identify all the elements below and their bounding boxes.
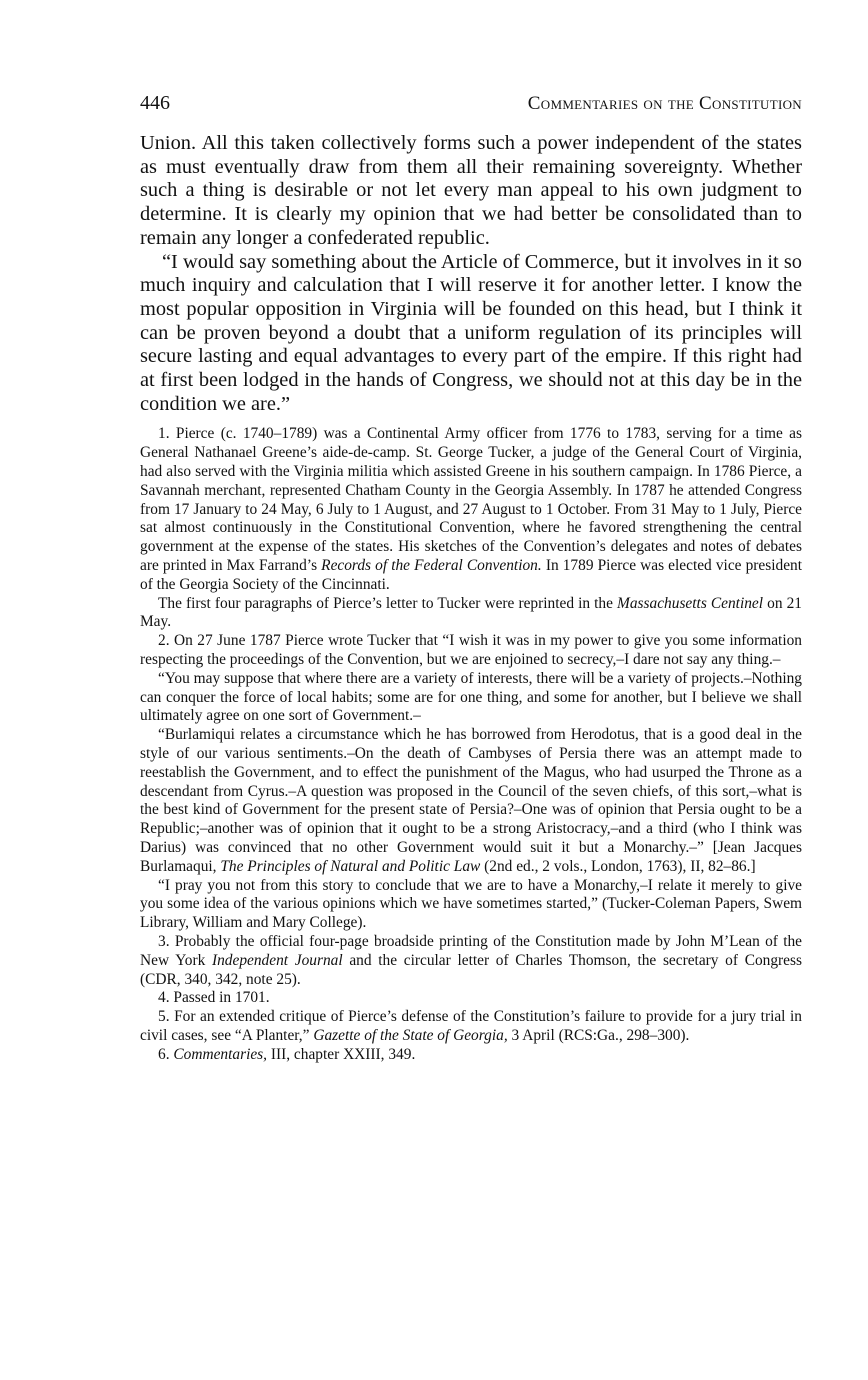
body-paragraph: “I would say something about the Article of Commerce, but it involves in it so much inquiry and calculation that I will reserve it for another letter. I know the most popular opposition in Virginia will be founded on this head, but I think it can be proven beyond a doubt that a uniform regulation of its principles will secure lasting and equal advantages to every part of the empire. If this right had at first been lodged in the hands of Congress, we should not at this day be in the condition we are.” [140,250,802,415]
footnote-text: and the circular letter of Charles Thomson, the secretary of Congress (CDR, 340, 342, note 25). [140,951,802,988]
footnote-2: 2. On 27 June 1787 Pierce wrote Tucker that “I wish it was in my power to give you some information respecting the proceedings of the Convention, but we are enjoined to secrecy,–I dare not say any thing.– [140,632,802,668]
body-paragraph: Union. All this taken collectively forms such a power independent of the states as must eventually draw from them all their remaining sovereignty. Whether such a thing is desirable or not let every man appeal to his own judgment to determine. It is clearly my opinion that we had better be consolidated than to remain any longer a confederated republic. [140,132,802,249]
footnote-2-paragraph-3 [140,726,802,876]
footnote-text: The first four paragraphs of Pierce’s letter to Tucker were reprinted in the [158,594,618,612]
body-text [140,132,802,416]
footnote-text: 6. [158,1045,174,1063]
footnote-text: 3. Probably the official four-page broadside printing of the Constitution made by John M’Lean of the New York [140,932,802,969]
footnote-text: on 21 May. [140,594,802,631]
footnote-italic: Massachusetts Centinel [617,594,764,612]
footnote-1-paragraph-2 [140,595,802,633]
footnote-6 [140,1046,802,1065]
footnote-1 [140,425,802,594]
footnote-italic: The Principles of Natural and Politic Law [220,857,481,875]
footnote-text: “Burlamiqui relates a circumstance which he has borrowed from Herodotus, that is a good deal in the style of our various sentiments.–On the death of Cambyses of Persia there was an attempt made to reestablish the Government, and to effect the punishment of the Magus, who had usurped the Throne as a descendant from Cyrus.–A question was proposed in the Council of the seven chiefs, of this sort,–what is the best kind of Government for the present state of Persia?–One was of opinion that Persia ought to be a Republic;–another was of opinion that it ought to be a strong Aristocracy,–and a third (who I think was Darius) was convinced that no other Government would suit it but a Monarchy.–” [Jean Jacques Burlamaqui, [140,726,802,875]
footnote-3 [140,933,802,989]
footnote-text: 5. For an extended critique of Pierce’s defense of the Constitution’s failure to provide for a jury trial in civil cases, see “A Planter,” [140,1008,802,1044]
document-page [140,92,802,1065]
footnote-2-paragraph-2: “You may suppose that where there are a variety of interests, there will be a variety of projects.–Nothing can conquer the force of local habits; some are for one thing, and some for another, but I believe we shall ultimately agree on one sort of Government.– [140,669,802,725]
footnote-italic: Commentaries, [173,1045,268,1063]
footnote-italic: Records of the Federal Convention. [321,557,542,575]
footnote-text: (2nd ed., 2 vols., London, 1763), II, 82–86.] [480,857,756,875]
footnote-text: 3 April (RCS:Ga., 298–300). [507,1026,690,1044]
page-header [140,92,802,122]
footnote-2-paragraph-4: “I pray you not from this story to conclude that we are to have a Monarchy,–I relate it merely to give you some idea of the various opinions which we have sometimes started,” (Tucker-Coleman Papers, Swem Library, William and Mary College). [140,876,802,932]
footnote-5 [140,1008,802,1046]
page-number: 446 [140,92,170,114]
footnote-text: III, chapter XXIII, 349. [267,1045,416,1063]
footnotes [140,425,802,1064]
footnote-4: 4. Passed in 1701. [158,989,270,1007]
running-head: Commentaries on the Constitution [527,93,802,114]
footnote-text: In 1789 Pierce was elected vice president of the Georgia Society of the Cincinnati. [140,557,802,593]
footnote-italic: Gazette of the State of Georgia, [313,1026,508,1044]
footnote-italic: Independent Journal [211,951,343,969]
footnote-text: 1. Pierce (c. 1740–1789) was a Continental Army officer from 1776 to 1783, serving for a time as General Nathanael Greene’s aide-de-camp. St. George Tucker, a judge of the General Court of Virginia, had also served with the Virginia militia which assisted Greene in his southern campaign. In 1786 Pierce, a Savannah merchant, represented Chatham County in the Georgia Assembly. In 1787 he attended Congress from 17 January to 24 May, 6 July to 1 August, and 27 August to 1 October. From 31 May to 1 July, Pierce sat almost continuously in the Constitutional Convention, where he favored strengthening the central government at the expense of the states. His sketches of the Convention’s delegates and notes of debates are printed in Max Farrand’s [140,425,802,575]
